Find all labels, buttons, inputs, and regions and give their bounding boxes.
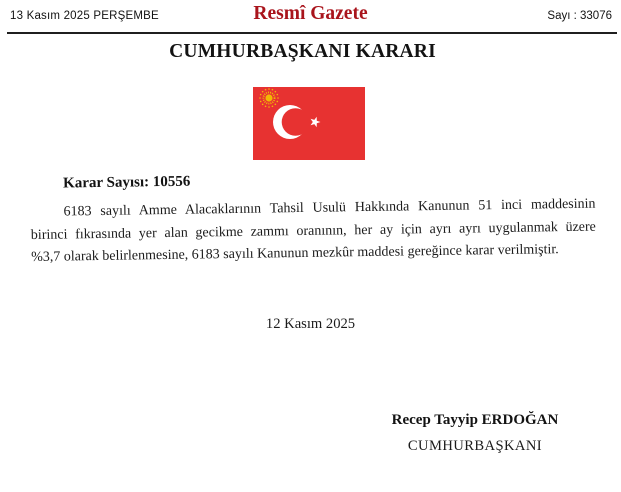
decision-number: Karar Sayısı: 10556 bbox=[62, 173, 191, 192]
signature-block bbox=[365, 412, 585, 455]
decision-date: 12 Kasım 2025 bbox=[265, 316, 356, 332]
gazette-masthead: Resmî Gazete bbox=[253, 3, 368, 24]
document-heading: CUMHURBAŞKANI KARARI bbox=[169, 41, 436, 62]
body-line: 6183 sayılı Amme Alacaklarının Tahsil Usulü Hakkında Kanunun 51 inci maddesinin bbox=[63, 196, 596, 220]
header-divider bbox=[7, 32, 617, 34]
decision-body bbox=[30, 194, 596, 270]
gazette-date: 13 Kasım 2025 PERŞEMBE bbox=[10, 10, 159, 22]
gazette-issue-number: Sayı : 33076 bbox=[547, 10, 612, 22]
decision-text-block bbox=[30, 168, 596, 270]
body-line: birinci fıkrasında yer alan gecikme zammı oranının, her ay için ayrı ayrı uygulanmak üzere bbox=[30, 219, 596, 243]
body-line: %3,7 olarak belirlenmesine, 6183 sayılı Kanunun mezkûr maddesi gereğince karar verilmiştir. bbox=[31, 242, 559, 266]
presidential-flag-icon bbox=[253, 87, 365, 160]
signature-name: Recep Tayyip ERDOĞAN bbox=[391, 412, 559, 428]
signature-title: CUMHURBAŞKANI bbox=[407, 438, 543, 454]
